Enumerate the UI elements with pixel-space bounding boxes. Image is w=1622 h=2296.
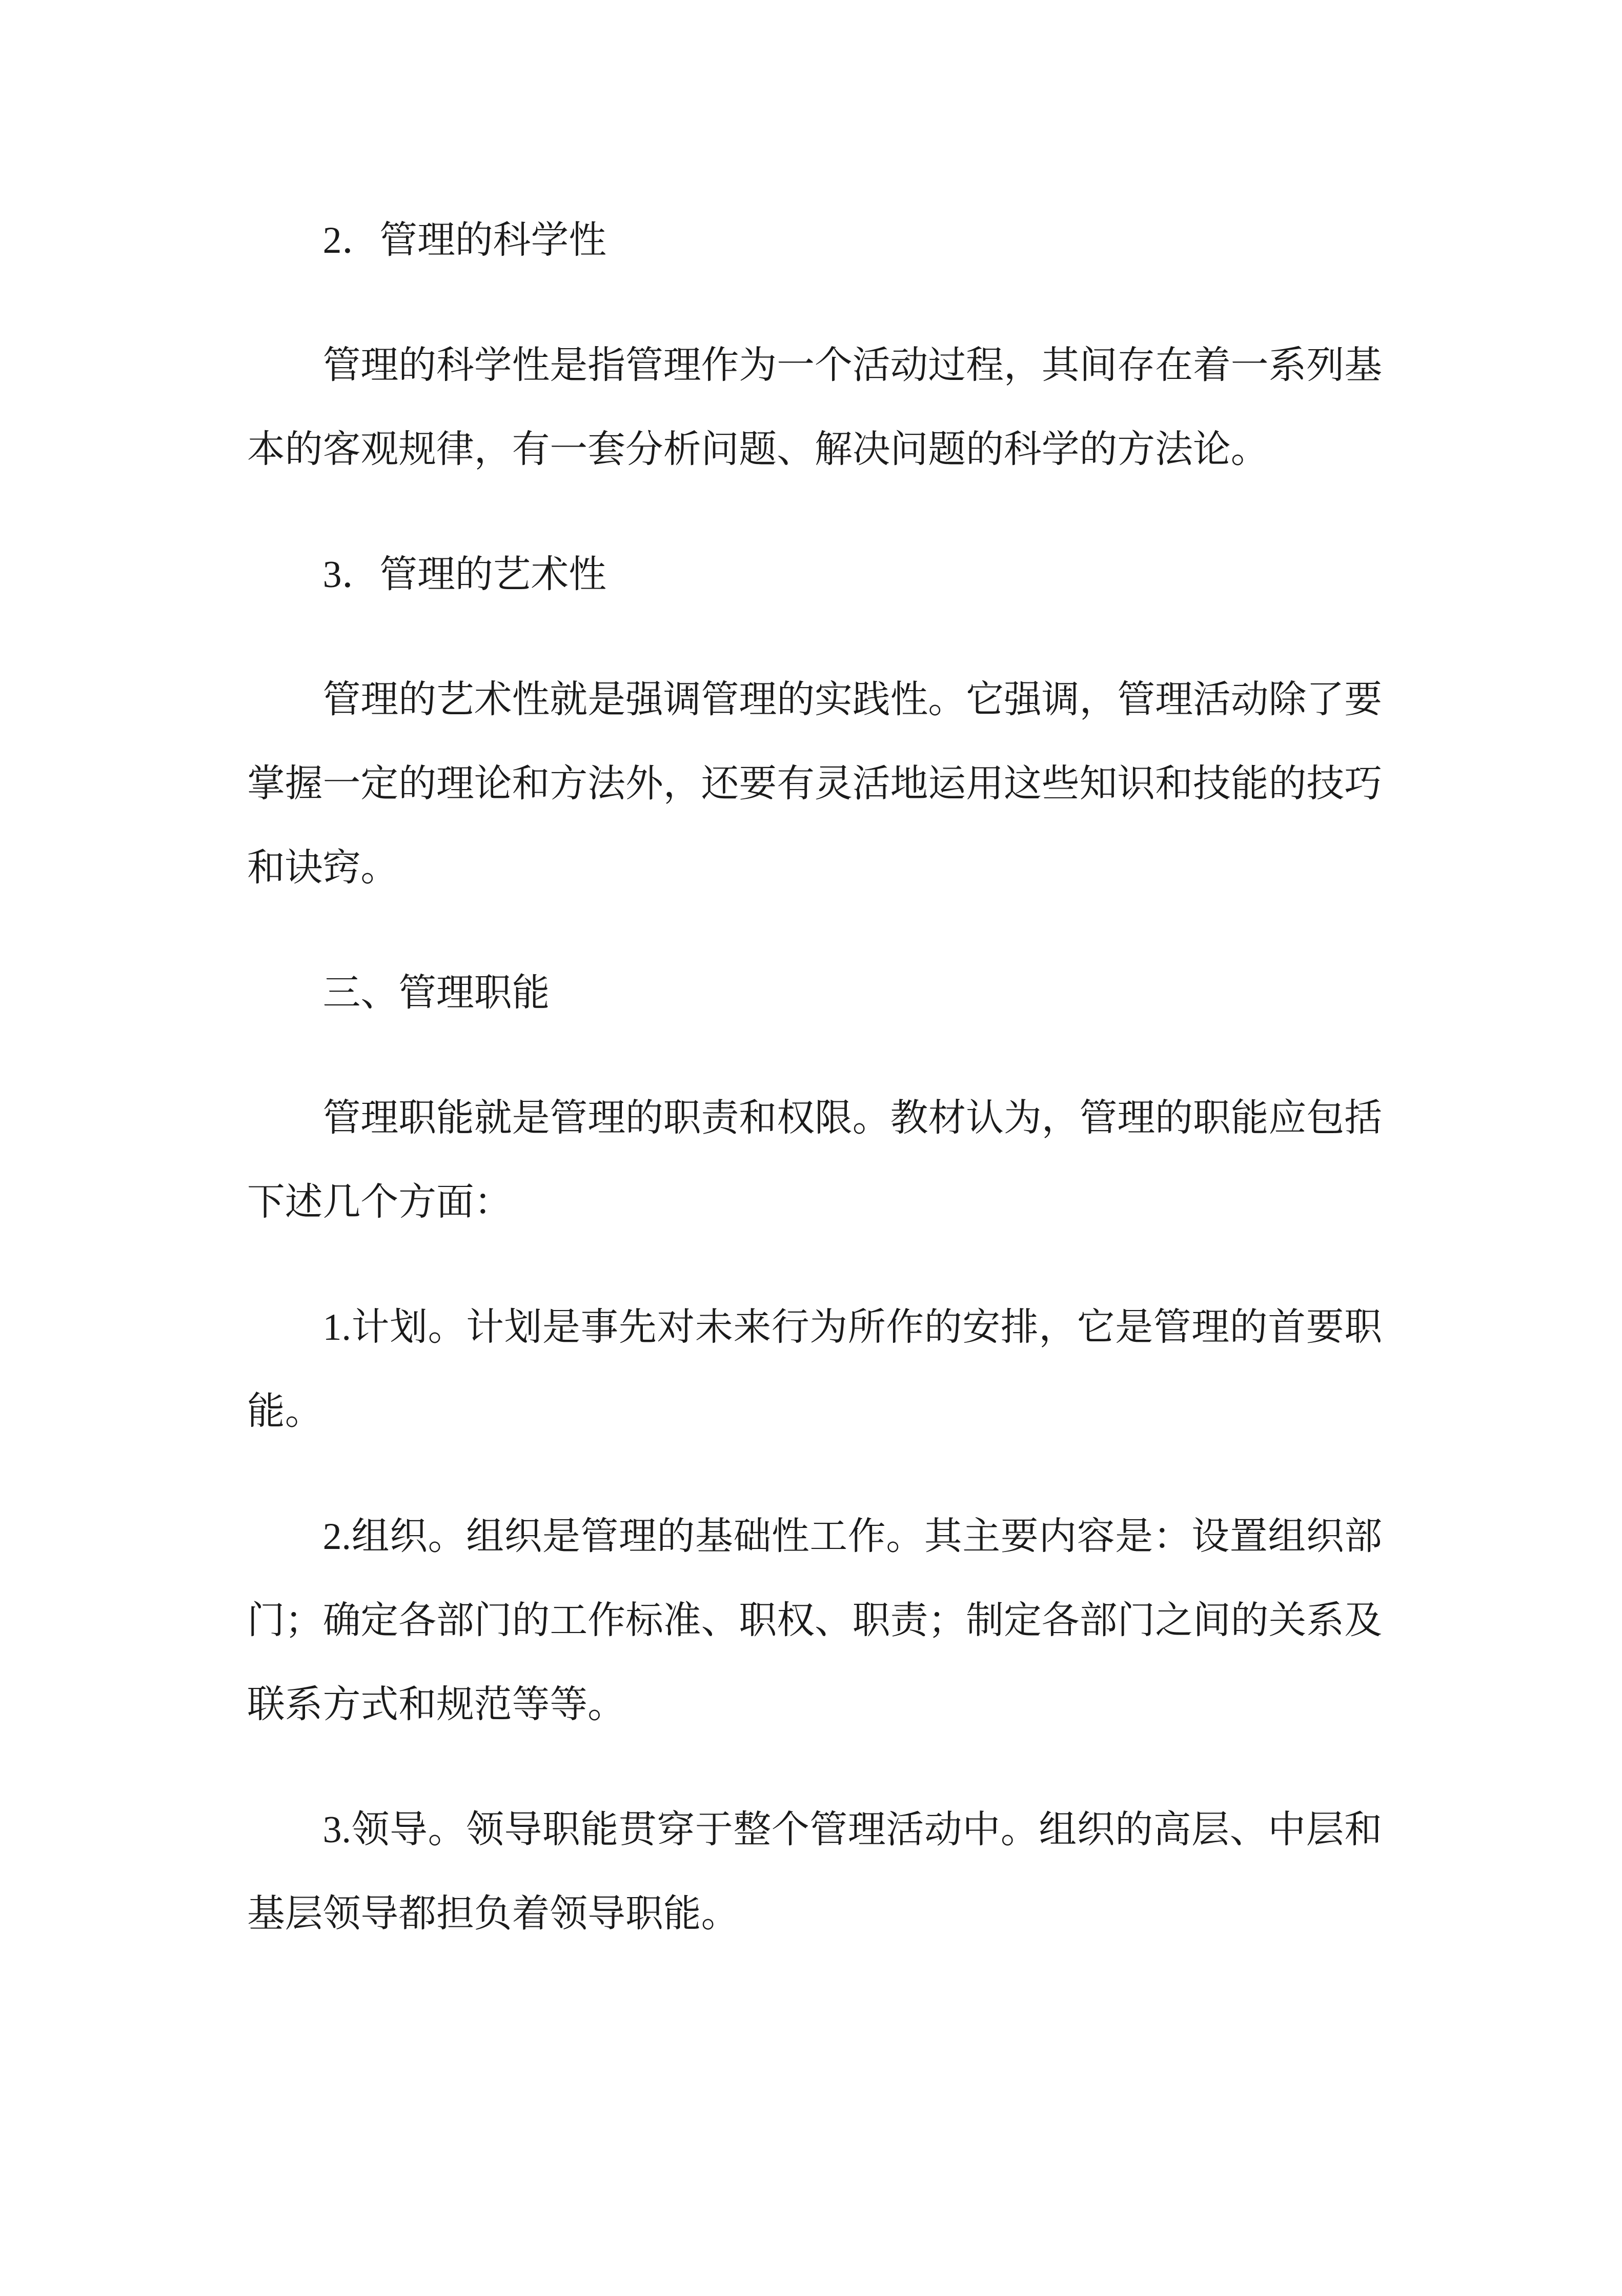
section-heading-art: 3．管理的艺术性 [322,553,607,595]
paragraph-functions-intro: 管理职能就是管理的职责和权限。教材认为，管理的职能应包括下述几个方面： [247,1097,1382,1223]
list-item-organizing: 2.组织。组织是管理的基础性工作。其主要内容是：设置组织部门；确定各部门的工作标准、职权、职责；制定各部门之间的关系及联系方式和规范等等。 [247,1515,1382,1725]
list-item-leading: 3.领导。领导职能贯穿于整个管理活动中。组织的高层、中层和基层领导都担负着领导职能。 [247,1808,1382,1935]
paragraph-art: 管理的艺术性就是强调管理的实践性。它强调，管理活动除了要掌握一定的理论和方法外，还要有灵活地运用这些知识和技能的技巧和诀窍。 [247,678,1382,889]
section-heading-science: 2．管理的科学性 [322,219,607,261]
document-page [247,198,1382,1997]
section-heading-functions: 三、管理职能 [322,972,550,1014]
paragraph-science: 管理的科学性是指管理作为一个活动过程，其间存在着一系列基本的客观规律，有一套分析问题、解决问题的科学的方法论。 [247,344,1382,470]
list-item-planning: 1.计划。计划是事先对未来行为所作的安排，它是管理的首要职能。 [247,1306,1382,1432]
